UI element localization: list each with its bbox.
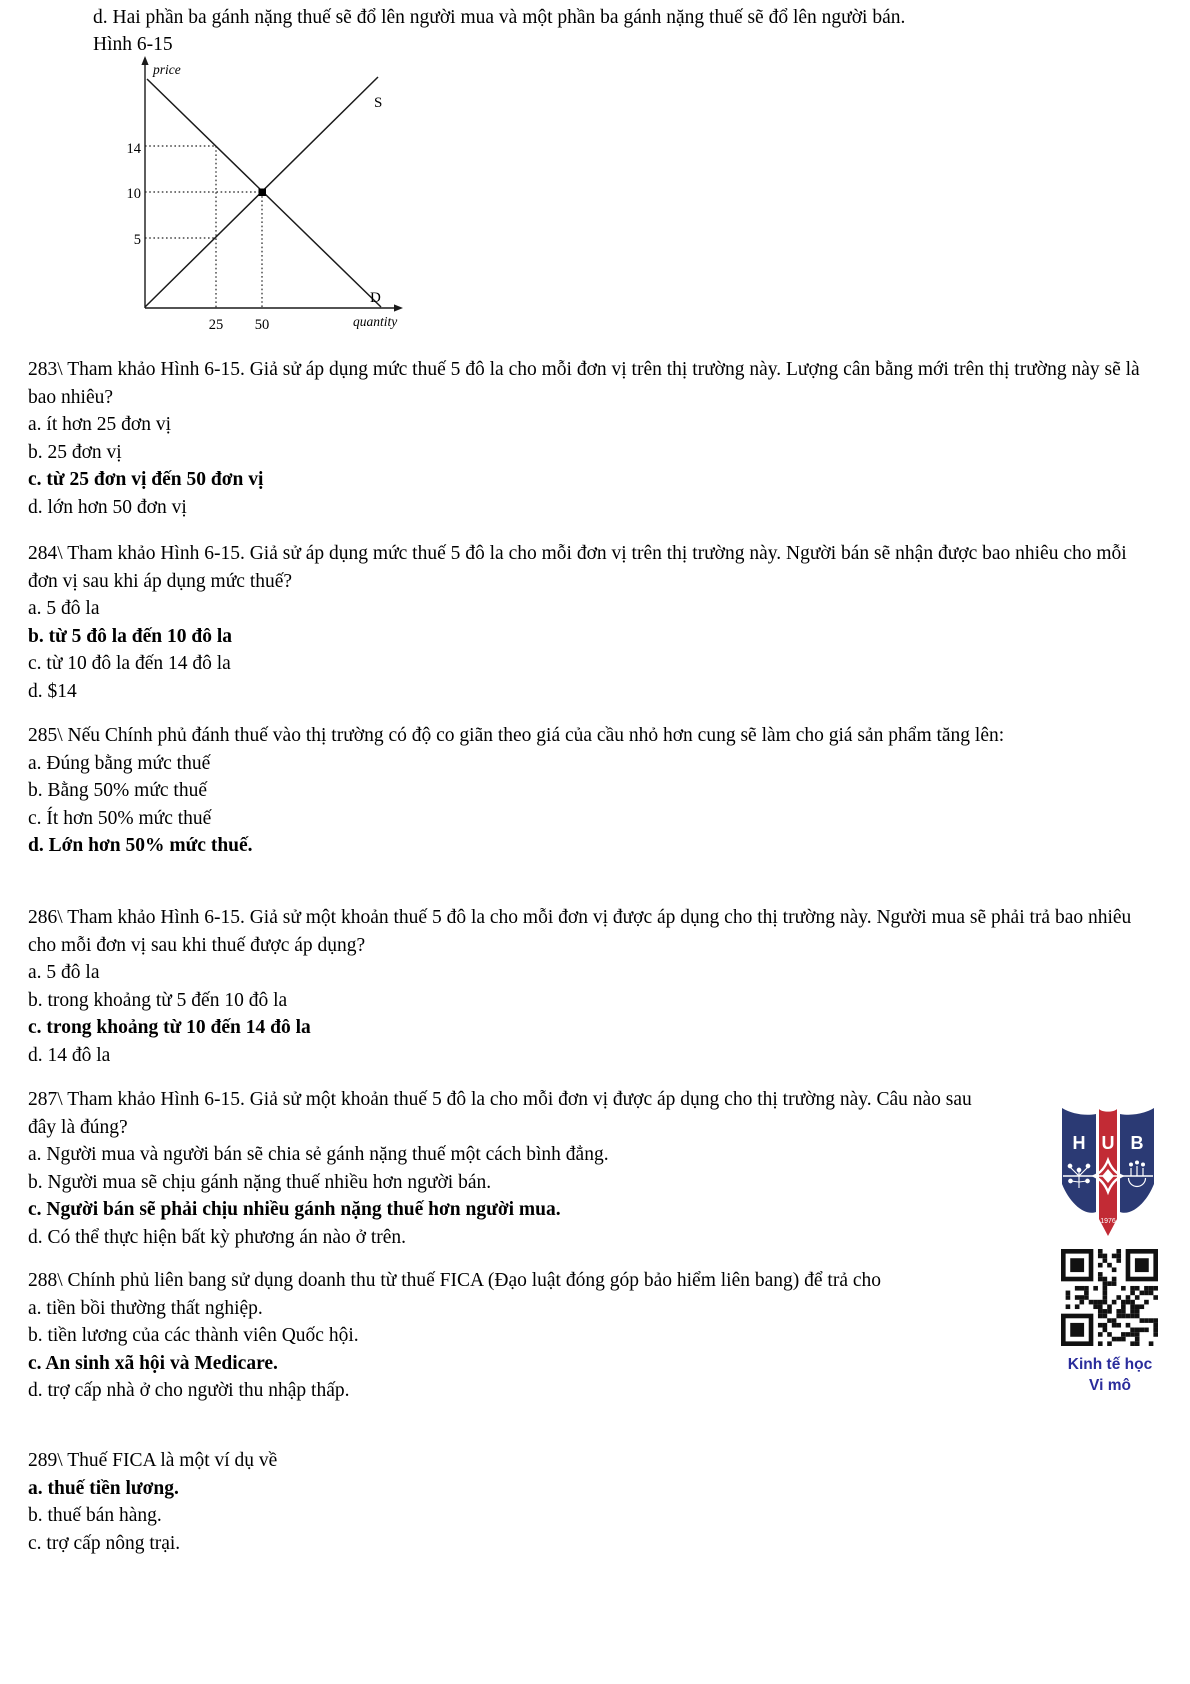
option-a: a. Người mua và người bán sẽ chia sẻ gánh nặng thuế một cách bình đẳng. (28, 1144, 609, 1165)
question-text: 285\ Nếu Chính phủ đánh thuế vào thị trường có độ co giãn theo giá của cầu nhỏ hơn cung sẽ làm cho giá sản phẩm tăng lên: (28, 725, 1005, 746)
question-text: 286\ Tham khảo Hình 6-15. Giả sử một khoản thuế 5 đô la cho mỗi đơn vị được áp dụng cho thị trường này. Người mua sẽ phải trả bao nhiêu cho mỗi đơn vị sau khi thuế được áp dụng? (28, 907, 1132, 956)
x-axis-title: quantity (353, 314, 398, 329)
figure-label: Hình 6-15 (93, 34, 173, 55)
y-tick-10: 10 (126, 186, 141, 202)
option-a: a. 5 đô la (28, 598, 100, 619)
qr-code (1061, 1249, 1158, 1346)
option-c: c. trợ cấp nông trại. (28, 1532, 181, 1554)
option-c: c. từ 10 đô la đến 14 đô la (28, 653, 231, 674)
option-a: a. tiền bồi thường thất nghiệp. (28, 1297, 263, 1319)
option-a: a. Đúng bằng mức thuế (28, 752, 211, 774)
question-284 (28, 540, 1153, 705)
y-tick-14: 14 (126, 141, 141, 157)
option-b: b. Người mua sẽ chịu gánh nặng thuế nhiều hơn người bán. (28, 1171, 492, 1193)
question-text: 289\ Thuế FICA là một ví dụ về (28, 1450, 278, 1471)
question-288 (28, 1267, 976, 1405)
logo-letter-u: U (1101, 1133, 1115, 1153)
y-axis-title: price (153, 62, 181, 77)
question-289 (28, 1447, 1153, 1557)
carryover-option-text: d. Hai phần ba gánh nặng thuế sẽ đổ lên người mua và một phần ba gánh nặng thuế sẽ đổ lên người bán. (93, 7, 906, 28)
option-b: b. trong khoảng từ 5 đến 10 đô la (28, 989, 288, 1011)
logo-left-panel (1062, 1108, 1096, 1213)
supply-demand-chart (115, 55, 407, 340)
option-b: b. Bằng 50% mức thuế (28, 780, 207, 801)
y-tick-5: 5 (133, 232, 141, 248)
option-c: c. từ 25 đơn vị đến 50 đơn vị (28, 469, 264, 490)
question-text: 288\ Chính phủ liên bang sử dụng doanh thu từ thuế FICA (Đạo luật đóng góp bảo hiểm liên bang) để trả cho (28, 1270, 882, 1291)
hub-university-logo (1058, 1096, 1158, 1244)
option-a: a. 5 đô la (28, 962, 100, 983)
question-text: 284\ Tham khảo Hình 6-15. Giả sử áp dụng mức thuế 5 đô la cho mỗi đơn vị trên thị trường này. Người bán sẽ nhận được bao nhiêu cho mỗi đơn vị sau khi áp dụng mức thuế? (28, 543, 1127, 592)
qr-caption (1054, 1354, 1166, 1396)
question-283 (28, 356, 1153, 521)
option-a: a. ít hơn 25 đơn vị (28, 414, 172, 435)
supply-curve-label: S (374, 95, 383, 111)
option-a: a. thuế tiền lương. (28, 1477, 179, 1499)
option-b: b. thuế bán hàng. (28, 1505, 162, 1526)
question-text: 287\ Tham khảo Hình 6-15. Giả sử một khoản thuế 5 đô la cho mỗi đơn vị được áp dụng cho thị trường này. Câu nào sau đây là đúng? (28, 1089, 972, 1138)
demand-curve-label: D (370, 290, 381, 306)
option-d: d. $14 (28, 680, 77, 702)
qr-caption-line1: Kinh tế học (1067, 1356, 1153, 1373)
option-d: d. trợ cấp nhà ở cho người thu nhập thấp. (28, 1380, 350, 1401)
option-c: c. An sinh xã hội và Medicare. (28, 1352, 278, 1374)
qr-caption-line2: Vi mô (1089, 1377, 1131, 1394)
option-d: d. Lớn hơn 50% mức thuế. (28, 835, 253, 856)
question-text: 283\ Tham khảo Hình 6-15. Giả sử áp dụng mức thuế 5 đô la cho mỗi đơn vị trên thị trường này. Lượng cân bằng mới trên thị trường này sẽ là bao nhiêu? (28, 359, 1140, 408)
option-b: b. tiền lương của các thành viên Quốc hội. (28, 1325, 359, 1346)
logo-right-panel (1120, 1108, 1154, 1213)
option-d: d. Có thể thực hiện bất kỳ phương án nào ở trên. (28, 1226, 407, 1248)
option-c: c. Người bán sẽ phải chịu nhiều gánh nặng thuế hơn người mua. (28, 1199, 561, 1220)
option-c: c. Ít hơn 50% mức thuế (28, 807, 212, 829)
y-axis-arrow-icon (141, 56, 148, 65)
question-287 (28, 1086, 986, 1251)
x-tick-25: 25 (208, 317, 224, 333)
option-c: c. trong khoảng từ 10 đến 14 đô la (28, 1017, 311, 1038)
question-286 (28, 904, 1153, 1069)
option-b: b. từ 5 đô la đến 10 đô la (28, 625, 233, 647)
x-tick-50: 50 (254, 317, 270, 333)
option-b: b. 25 đơn vị (28, 441, 122, 463)
logo-year: 1976 (1100, 1218, 1116, 1225)
x-axis-arrow-icon (394, 304, 403, 311)
logo-letter-b: B (1130, 1133, 1144, 1153)
logo-letter-h: H (1072, 1133, 1086, 1153)
equilibrium-marker (259, 189, 267, 197)
option-d: d. 14 đô la (28, 1044, 111, 1066)
question-285 (28, 722, 1153, 860)
option-d: d. lớn hơn 50 đơn vị (28, 496, 187, 518)
